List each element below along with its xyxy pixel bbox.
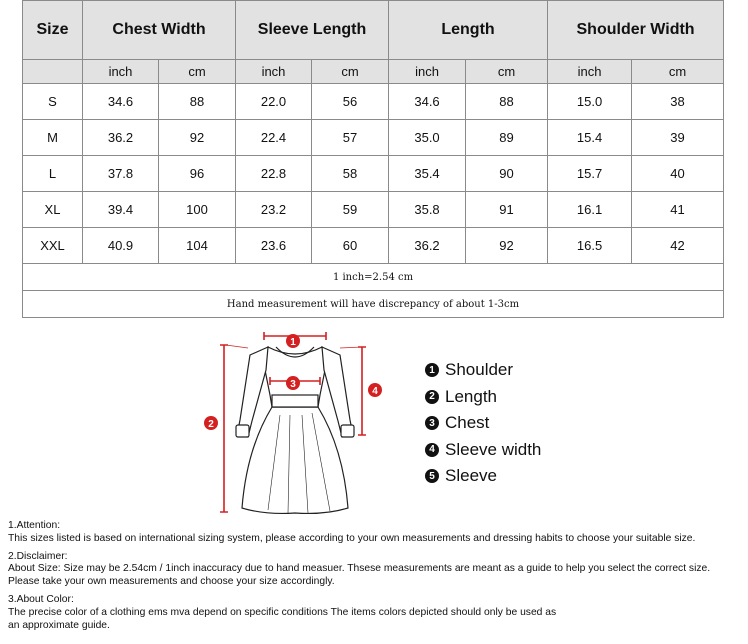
table-cell: 59 bbox=[312, 192, 389, 228]
legend-number: 2 bbox=[425, 390, 439, 404]
conversion-note: 1 inch=2.54 cm bbox=[23, 264, 724, 291]
table-cell: 35.8 bbox=[389, 192, 466, 228]
marker-3 bbox=[286, 376, 300, 390]
color-text: The precise color of a clothing ems mva depend on specific conditions The items colors depicted should only be used as bbox=[8, 606, 557, 618]
table-cell: 89 bbox=[466, 120, 548, 156]
table-cell: 90 bbox=[466, 156, 548, 192]
legend-number: 1 bbox=[425, 363, 439, 377]
disclaimer-title: 2.Disclaimer: bbox=[8, 550, 68, 562]
attention-text: This sizes listed is based on international sizing system, please according to your own measurements and dressing habits to choose your suitable size. bbox=[8, 532, 696, 544]
table-cell: 88 bbox=[159, 84, 236, 120]
table-cell: 92 bbox=[466, 228, 548, 264]
size-label: S bbox=[23, 84, 83, 120]
table-cell: 15.7 bbox=[548, 156, 632, 192]
legend-label: Sleeve bbox=[445, 466, 497, 486]
table-row bbox=[23, 84, 724, 120]
table-cell: 36.2 bbox=[389, 228, 466, 264]
header-size: Size bbox=[23, 1, 83, 60]
table-cell: 39.4 bbox=[83, 192, 159, 228]
table-cell: 40 bbox=[632, 156, 724, 192]
header-length: Length bbox=[389, 1, 548, 60]
unit-cell: inch bbox=[83, 60, 159, 84]
svg-text:4: 4 bbox=[372, 386, 378, 397]
measurement-legend bbox=[425, 357, 541, 490]
color-text: an approximate guide. bbox=[8, 619, 110, 631]
table-cell: 40.9 bbox=[83, 228, 159, 264]
conversion-row bbox=[23, 264, 724, 291]
table-cell: 15.4 bbox=[548, 120, 632, 156]
header-shoulder-width: Shoulder Width bbox=[548, 1, 724, 60]
size-label: XXL bbox=[23, 228, 83, 264]
disclaimer-text: About Size: Size may be 2.54cm / 1inch inaccuracy due to hand measuer. Thsese measurements are meant as a guide to help you select the correct size. bbox=[8, 563, 711, 575]
table-cell: 22.0 bbox=[236, 84, 312, 120]
marker-2 bbox=[204, 416, 218, 430]
table-row bbox=[23, 228, 724, 264]
table-cell: 34.6 bbox=[389, 84, 466, 120]
table-cell: 38 bbox=[632, 84, 724, 120]
table-row bbox=[23, 156, 724, 192]
header-chest-width: Chest Width bbox=[83, 1, 236, 60]
unit-cell: cm bbox=[466, 60, 548, 84]
table-cell: 92 bbox=[159, 120, 236, 156]
legend-item-sleeve bbox=[425, 463, 541, 490]
unit-cell: cm bbox=[312, 60, 389, 84]
size-label: L bbox=[23, 156, 83, 192]
notes-section bbox=[8, 520, 748, 632]
legend-item-sleeve-width bbox=[425, 437, 541, 464]
table-cell: 56 bbox=[312, 84, 389, 120]
table-cell: 42 bbox=[632, 228, 724, 264]
color-title: 3.About Color: bbox=[8, 593, 74, 605]
header-sleeve-length: Sleeve Length bbox=[236, 1, 389, 60]
dress-outline bbox=[236, 347, 354, 513]
legend-item-shoulder bbox=[425, 357, 541, 384]
table-cell: 39 bbox=[632, 120, 724, 156]
table-cell: 16.5 bbox=[548, 228, 632, 264]
table-cell: 23.6 bbox=[236, 228, 312, 264]
table-cell: 37.8 bbox=[83, 156, 159, 192]
legend-label: Length bbox=[445, 386, 497, 406]
legend-label: Shoulder bbox=[445, 360, 514, 380]
unit-cell: inch bbox=[389, 60, 466, 84]
legend-number: 4 bbox=[425, 443, 439, 457]
marker-4 bbox=[368, 383, 382, 397]
unit-cell: inch bbox=[548, 60, 632, 84]
legend-number: 5 bbox=[425, 469, 439, 483]
legend-item-length bbox=[425, 384, 541, 411]
table-cell: 60 bbox=[312, 228, 389, 264]
table-cell: 34.6 bbox=[83, 84, 159, 120]
table-cell: 35.0 bbox=[389, 120, 466, 156]
table-cell: 22.8 bbox=[236, 156, 312, 192]
size-label: XL bbox=[23, 192, 83, 228]
table-cell: 15.0 bbox=[548, 84, 632, 120]
table-cell: 36.2 bbox=[83, 120, 159, 156]
measurement-row bbox=[23, 291, 724, 318]
table-cell: 88 bbox=[466, 84, 548, 120]
disclaimer-text: Please take your own measurements and choose your size accordingly. bbox=[8, 576, 335, 588]
table-cell: 23.2 bbox=[236, 192, 312, 228]
size-label: M bbox=[23, 120, 83, 156]
table-cell: 58 bbox=[312, 156, 389, 192]
legend-item-chest bbox=[425, 410, 541, 437]
table-cell: 16.1 bbox=[548, 192, 632, 228]
units-row bbox=[23, 60, 724, 84]
legend-number: 3 bbox=[425, 416, 439, 430]
table-header-row bbox=[23, 1, 724, 60]
table-cell: 41 bbox=[632, 192, 724, 228]
dress-measurement-diagram bbox=[190, 325, 400, 520]
size-chart-table bbox=[22, 0, 724, 318]
table-cell: 96 bbox=[159, 156, 236, 192]
table-cell: 35.4 bbox=[389, 156, 466, 192]
svg-text:3: 3 bbox=[290, 379, 296, 390]
legend-label: Sleeve width bbox=[445, 439, 542, 459]
legend-label: Chest bbox=[445, 413, 490, 433]
table-row bbox=[23, 192, 724, 228]
table-cell: 22.4 bbox=[236, 120, 312, 156]
svg-text:2: 2 bbox=[208, 419, 214, 430]
svg-text:1: 1 bbox=[290, 337, 296, 348]
table-cell: 91 bbox=[466, 192, 548, 228]
unit-cell: inch bbox=[236, 60, 312, 84]
unit-cell: cm bbox=[159, 60, 236, 84]
measurement-note: Hand measurement will have discrepancy of about 1-3cm bbox=[23, 291, 724, 318]
attention-title: 1.Attention: bbox=[8, 520, 61, 531]
marker-1 bbox=[286, 334, 300, 348]
table-cell: 57 bbox=[312, 120, 389, 156]
table-row bbox=[23, 120, 724, 156]
table-cell: 100 bbox=[159, 192, 236, 228]
unit-cell: cm bbox=[632, 60, 724, 84]
units-blank bbox=[23, 60, 83, 84]
table-cell: 104 bbox=[159, 228, 236, 264]
